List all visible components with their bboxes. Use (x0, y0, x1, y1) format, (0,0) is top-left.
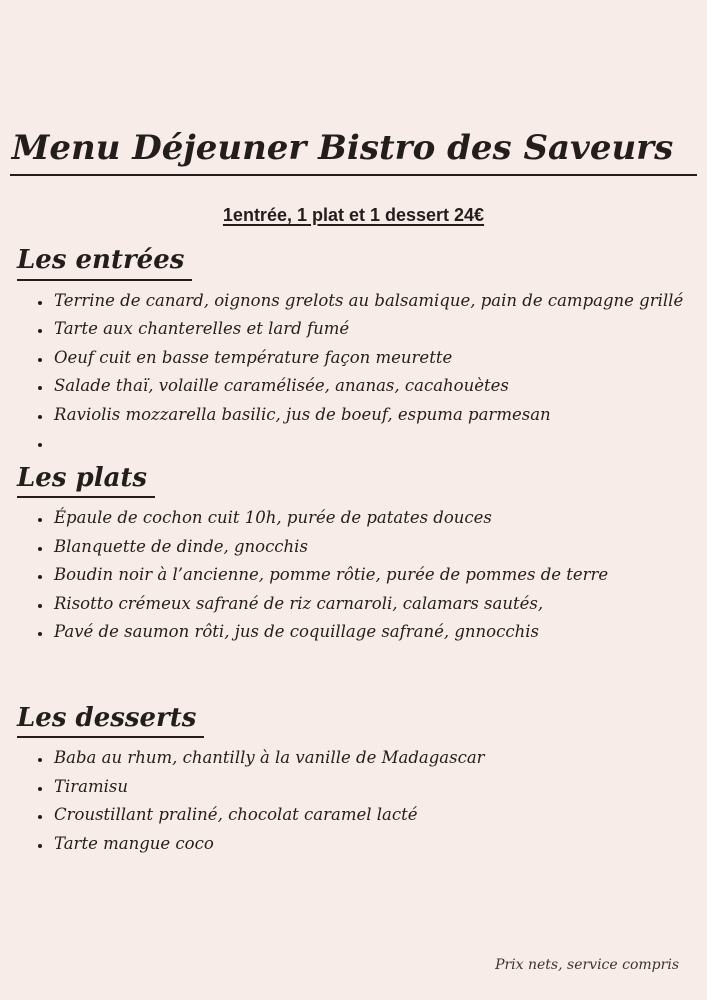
menu-item: • Baba au rhum, chantilly à la vanille de Madagascar (52, 744, 707, 773)
menu-item: • Tarte aux chanterelles et lard fumé (52, 315, 707, 344)
section-plats (0, 462, 707, 647)
menu-item-empty (52, 429, 707, 458)
menu-formula-wrap (0, 204, 707, 227)
page-title: Menu Déjeuner Bistro des Saveurs (10, 128, 697, 176)
section-desserts (0, 702, 707, 859)
menu-item: • Blanquette de dinde, gnocchis (52, 533, 707, 562)
plats-list (0, 504, 707, 647)
section-title-desserts: Les desserts (17, 702, 204, 739)
menu-item: • Oeuf cuit en basse température façon meurette (52, 344, 707, 373)
menu-item: • Épaule de cochon cuit 10h, purée de patates douces (52, 504, 707, 533)
section-entrees (0, 244, 707, 458)
menu-formula: 1entrée, 1 plat et 1 dessert 24€ (222, 204, 485, 225)
menu-item: • Salade thaï, volaille caramélisée, ananas, cacahouètes (52, 372, 707, 401)
menu-item: • Tarte mangue coco (52, 830, 707, 859)
menu-item: • Terrine de canard, oignons grelots au balsamique, pain de campagne grillé (52, 287, 707, 316)
entrees-list (0, 287, 707, 458)
menu-item: • Boudin noir à l’ancienne, pomme rôtie, purée de pommes de terre (52, 561, 707, 590)
menu-header (0, 0, 707, 176)
menu-item: • Risotto crémeux safrané de riz carnaroli, calamars sautés, (52, 590, 707, 619)
menu-item: • Tiramisu (52, 773, 707, 802)
menu-item: • Raviolis mozzarella basilic, jus de boeuf, espuma parmesan (52, 401, 707, 430)
section-title-plats: Les plats (17, 462, 155, 499)
desserts-list (0, 744, 707, 858)
menu-item: • Pavé de saumon rôti, jus de coquillage safrané, gnnocchis (52, 618, 707, 647)
section-title-entrees: Les entrées (17, 244, 192, 281)
menu-item: • Croustillant praliné, chocolat caramel lacté (52, 801, 707, 830)
footer-note: Prix nets, service compris (495, 957, 679, 973)
